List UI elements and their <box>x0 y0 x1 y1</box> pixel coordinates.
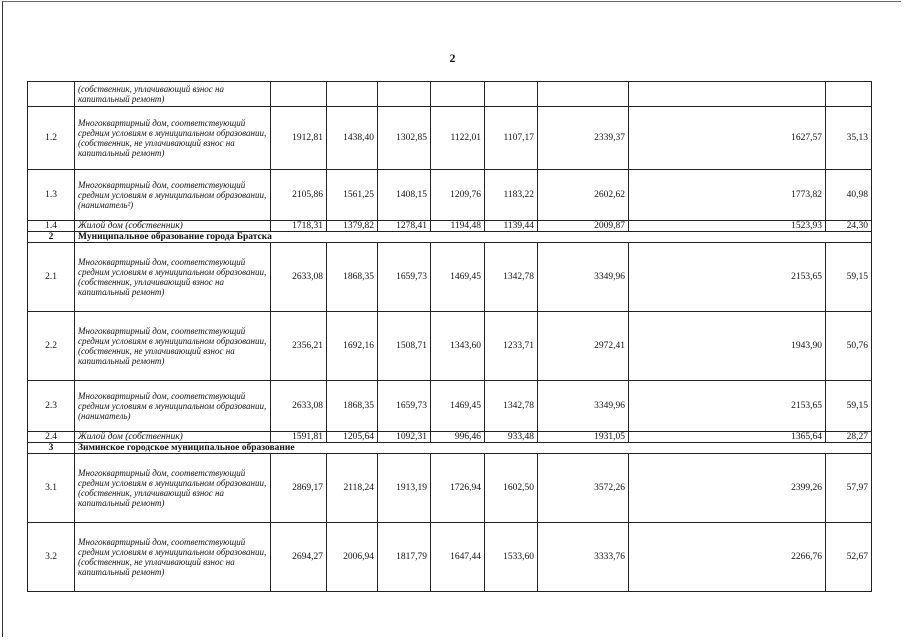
value-cell: 2266,76 <box>629 523 826 592</box>
row-index: 1.3 <box>28 170 75 221</box>
value-cell: 996,46 <box>431 432 485 443</box>
value-cell: 1508,71 <box>378 312 431 381</box>
row-index: 1.4 <box>28 221 75 232</box>
value-cell <box>538 82 629 107</box>
table-row <box>28 381 872 432</box>
value-cell <box>431 82 485 107</box>
value-cell <box>485 82 538 107</box>
section-row <box>28 443 872 454</box>
row-index: 1.2 <box>28 107 75 170</box>
value-cell: 24,30 <box>826 221 872 232</box>
value-cell: 2972,41 <box>538 312 629 381</box>
row-description: Многоквартирный дом, соответствующий средним условиям в муниципальном образовании, (собственник, уплачивающий взнос на капитальный ремонт) <box>75 243 271 312</box>
row-index: 2.3 <box>28 381 75 432</box>
value-cell: 1092,31 <box>378 432 431 443</box>
value-cell: 3333,76 <box>538 523 629 592</box>
value-cell: 57,97 <box>826 454 872 523</box>
value-cell: 1591,81 <box>271 432 327 443</box>
value-cell: 2339,37 <box>538 107 629 170</box>
row-description: Многоквартирный дом, соответствующий средним условиям в муниципальном образовании, (собственник, не уплачивающий взнос на капитальный ремонт) <box>75 312 271 381</box>
value-cell: 1561,25 <box>327 170 378 221</box>
row-description: Многоквартирный дом, соответствующий средним условиям в муниципальном образовании, (наниматель²) <box>75 170 271 221</box>
value-cell: 2633,08 <box>271 381 327 432</box>
value-cell: 1365,64 <box>629 432 826 443</box>
value-cell: 2869,17 <box>271 454 327 523</box>
value-cell: 1122,01 <box>431 107 485 170</box>
section-index: 2 <box>28 232 75 243</box>
value-cell: 1205,64 <box>327 432 378 443</box>
section-title: Зиминское городское муниципальное образование <box>75 443 872 454</box>
value-cell: 1718,31 <box>271 221 327 232</box>
value-cell: 1209,76 <box>431 170 485 221</box>
row-description: (собственник, уплачивающий взнос на капитальный ремонт) <box>75 82 271 107</box>
value-cell: 1913,19 <box>378 454 431 523</box>
value-cell: 2399,26 <box>629 454 826 523</box>
section-row <box>28 232 872 243</box>
value-cell <box>629 82 826 107</box>
value-cell: 1183,22 <box>485 170 538 221</box>
value-cell: 1912,81 <box>271 107 327 170</box>
row-index: 2.4 <box>28 432 75 443</box>
value-cell: 1659,73 <box>378 243 431 312</box>
value-cell: 1302,85 <box>378 107 431 170</box>
table-row <box>28 170 872 221</box>
value-cell: 1533,60 <box>485 523 538 592</box>
value-cell: 40,98 <box>826 170 872 221</box>
value-cell: 1194,48 <box>431 221 485 232</box>
value-cell: 2105,86 <box>271 170 327 221</box>
value-cell: 1343,60 <box>431 312 485 381</box>
value-cell: 1233,71 <box>485 312 538 381</box>
value-cell: 1773,82 <box>629 170 826 221</box>
value-cell: 1107,17 <box>485 107 538 170</box>
table-row <box>28 243 872 312</box>
table-body <box>28 82 872 592</box>
row-description: Многоквартирный дом, соответствующий средним условиям в муниципальном образовании, (наниматель) <box>75 381 271 432</box>
value-cell: 1523,93 <box>629 221 826 232</box>
value-cell: 2153,65 <box>629 243 826 312</box>
value-cell: 52,67 <box>826 523 872 592</box>
value-cell: 1817,79 <box>378 523 431 592</box>
value-cell: 2009,87 <box>538 221 629 232</box>
table-row <box>28 107 872 170</box>
table-row <box>28 432 872 443</box>
value-cell: 59,15 <box>826 243 872 312</box>
value-cell: 2153,65 <box>629 381 826 432</box>
value-cell: 1342,78 <box>485 243 538 312</box>
value-cell: 1469,45 <box>431 381 485 432</box>
row-description: Жилой дом (собственник) <box>75 221 271 232</box>
value-cell: 2356,21 <box>271 312 327 381</box>
value-cell: 1469,45 <box>431 243 485 312</box>
section-title: Муниципальное образование города Братска <box>75 232 872 243</box>
value-cell: 1379,82 <box>327 221 378 232</box>
value-cell: 1692,16 <box>327 312 378 381</box>
value-cell: 35,13 <box>826 107 872 170</box>
value-cell: 2633,08 <box>271 243 327 312</box>
tariff-table <box>27 81 872 592</box>
value-cell <box>327 82 378 107</box>
row-description: Многоквартирный дом, соответствующий средним условиям в муниципальном образовании, (собственник, не уплачивающий взнос на капитальный ремонт) <box>75 523 271 592</box>
value-cell: 933,48 <box>485 432 538 443</box>
value-cell: 1602,50 <box>485 454 538 523</box>
table-row <box>28 312 872 381</box>
row-description: Жилой дом (собственник) <box>75 432 271 443</box>
value-cell: 1627,57 <box>629 107 826 170</box>
value-cell <box>378 82 431 107</box>
value-cell: 1931,05 <box>538 432 629 443</box>
row-description: Многоквартирный дом, соответствующий средним условиям в муниципальном образовании, (собственник, уплачивающий взнос на капитальный ремонт) <box>75 454 271 523</box>
value-cell: 59,15 <box>826 381 872 432</box>
value-cell: 1139,44 <box>485 221 538 232</box>
value-cell: 3572,26 <box>538 454 629 523</box>
row-index <box>28 82 75 107</box>
value-cell: 1408,15 <box>378 170 431 221</box>
row-index: 2.2 <box>28 312 75 381</box>
value-cell: 1943,90 <box>629 312 826 381</box>
value-cell: 2694,27 <box>271 523 327 592</box>
value-cell: 2118,24 <box>327 454 378 523</box>
value-cell: 3349,96 <box>538 243 629 312</box>
value-cell <box>826 82 872 107</box>
value-cell: 2006,94 <box>327 523 378 592</box>
value-cell: 2602,62 <box>538 170 629 221</box>
row-description: Многоквартирный дом, соответствующий средним условиям в муниципальном образовании, (собственник, не уплачивающий взнос на капитальный ремонт) <box>75 107 271 170</box>
row-index: 3.1 <box>28 454 75 523</box>
value-cell: 28,27 <box>826 432 872 443</box>
value-cell <box>271 82 327 107</box>
table-row <box>28 82 872 107</box>
value-cell: 1868,35 <box>327 381 378 432</box>
page-number: 2 <box>449 51 456 65</box>
value-cell: 1438,40 <box>327 107 378 170</box>
row-index: 2.1 <box>28 243 75 312</box>
value-cell: 1342,78 <box>485 381 538 432</box>
value-cell: 1726,94 <box>431 454 485 523</box>
table-row <box>28 221 872 232</box>
table-row <box>28 523 872 592</box>
value-cell: 1647,44 <box>431 523 485 592</box>
table-row <box>28 454 872 523</box>
row-index: 3.2 <box>28 523 75 592</box>
section-index: 3 <box>28 443 75 454</box>
value-cell: 1278,41 <box>378 221 431 232</box>
value-cell: 3349,96 <box>538 381 629 432</box>
value-cell: 1868,35 <box>327 243 378 312</box>
value-cell: 1659,73 <box>378 381 431 432</box>
value-cell: 50,76 <box>826 312 872 381</box>
